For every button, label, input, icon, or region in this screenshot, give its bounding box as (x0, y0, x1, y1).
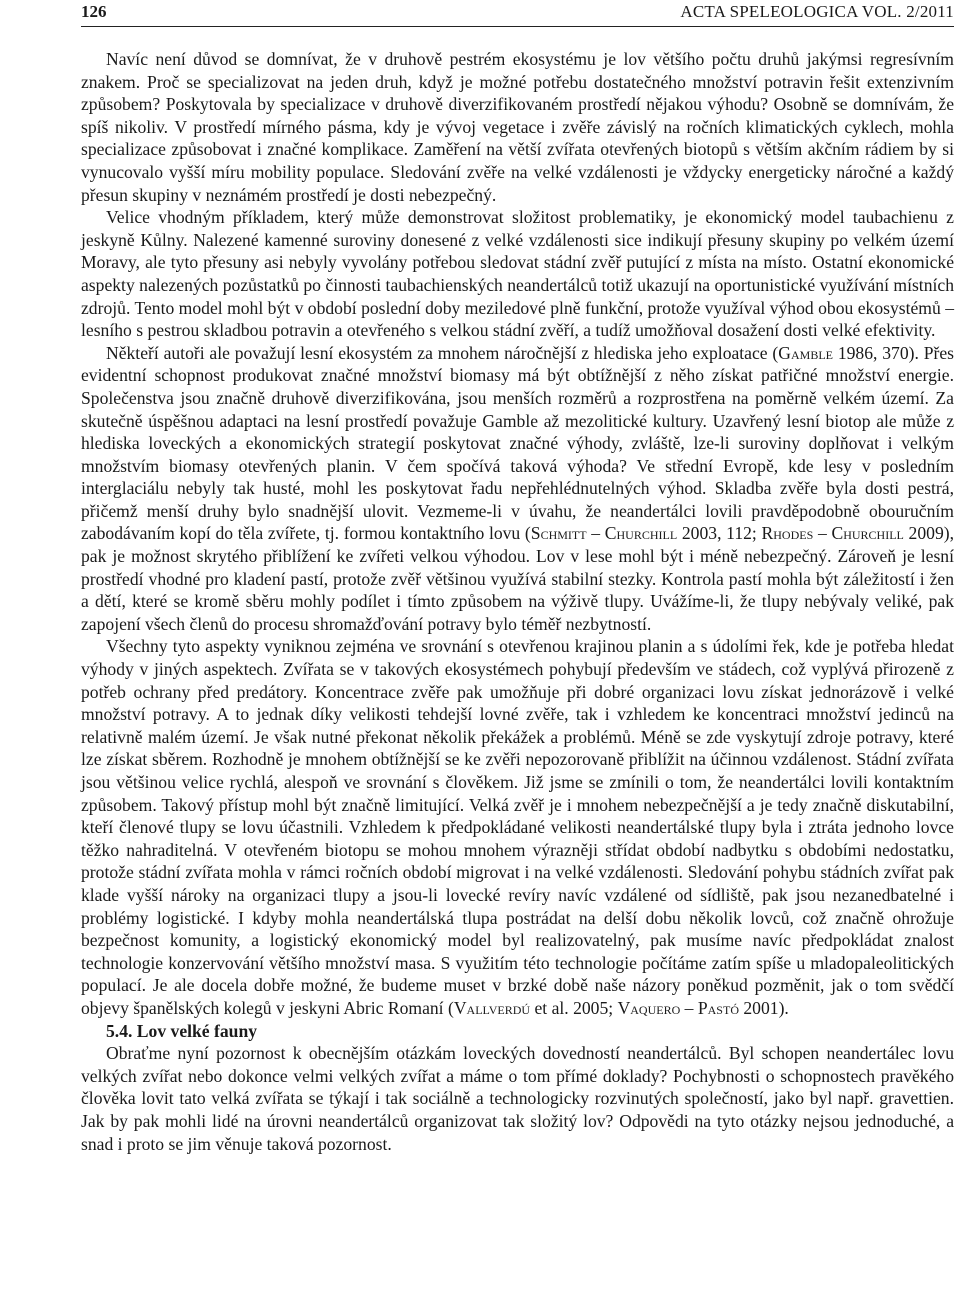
citation-schmitt-churchill: Schmitt – Churchill (530, 523, 678, 544)
running-header (81, 0, 954, 27)
citation-vallverdu: Vallverdú (453, 997, 531, 1018)
paragraph-3 (81, 342, 954, 636)
citation-vaquero-pasto: Vaquero – Pastó (617, 997, 739, 1018)
article-body (81, 48, 954, 1155)
paragraph-4-text-a: Všechny tyto aspekty vyniknou zejména ve srovnání s otevřenou krajinou planin a s údolími řek, kde je potřeba hledat výhody v jiných aspektech. Zvířata se v takových ekosystémech pohybují především ve stádech, což vyplývá přirozeně z potřeb ochrany před predátory. Koncentrace zvěře pak umožňuje při dobré organizaci lovu získat jednorázově i velké množství potravy. A to jednak díky velikosti tehdejší lovné zvěře, tak i vzhledem ke koncentraci množství jedinců na relativně malém území. Je však nutné překonat několik překážek a problémů. Méně se zde vyskytují zdroje potravy, které lze získat sběrem. Rozhodně je mnohem obtížnější se ke zvěři nepozorovaně přiblížit na účinnou vzdálenost. Stádní zvířata jsou většinou velice rychlá, alespoň ve srovnání s člověkem. Již jsme se zmínili o tom, že neandertálci lovili kontaktním způsobem. Takový přístup mohl být značně limitující. Velká zvěř je i mnohem nebezpečnější a je tedy značně diskutabilní, kteří členové tlupy se lovu účastnili. Vzhledem k předpokládané velikosti neandertálské tlupy byla i ztráta jednoho lovce těžko nahraditelná. V otevřeném biotopu se mohou mnohem výrazněji střídat období nadbytku s obdobími nedostatku, protože stádní zvířata mohla v rámci ročních období migrovat i na velké vzdálenosti. Sledování pohybu stádních zvířat pak klade vyšší nároky na organizaci tlupy a jsou-li lovecké revíry navíc vzdálené od sídliště, pak jsou nezanedbatelné i problémy logistické. I kdyby mohla neandertálská tlupa postrádat na delší dobu několik lovců, což značně ohrožuje bezpečnost komunity, a logistický ekonomický model byl realizovatelný, pak musíme navíc předpokládat znalost technologie konzervování většího množství masa. S využitím této technologie počítáme zatím spíše u mladopaleolitických populací. Je ale docela dobře možné, že budeme muset v brzké době naše názory poněkud pozměnit, jak o tom svědčí objevy španělských kolegů v jeskyni Abric Romaní ( (81, 636, 954, 1018)
paragraph-3-text-c: 2003, 112; (677, 523, 762, 544)
page-number: 126 (81, 2, 107, 21)
paragraph-3-text-a: Někteří autoři ale považují lesní ekosystém za mnohem náročnější z hlediska jeho exploatace ( (106, 342, 779, 363)
paragraph-4 (81, 635, 954, 1019)
journal-title: ACTA SPELEOLOGICA VOL. 2/2011 (680, 2, 954, 21)
paragraph-1: Navíc není důvod se domnívat, že v druhově pestrém ekosystému je lov většího počtu druhů jakýmsi regresívním znakem. Proč se specializovat na jeden druh, když je možné potřebu dostatečného množství potravin řešit extenzivním způsobem? Poskytovala by specializace v druhově diverzifikovaném prostředí nějakou výhodu? Osobně se domnívám, že spíš nikoliv. V prostředí mírného pásma, kdy je vývoj vegetace i zvěře závislý na ročních klimatických cyklech, mohla specializace způsobovat i značné komplikace. Zaměření na větší zvířata otevřených biotopů s větším akčním rádiem by si vynucovalo vyšší míru mobility populace. Sledování zvěře na velké vzdálenosti je vždycky energeticky náročné a každý přesun skupiny v neznámém prostředí je dosti nebezpečný. (81, 49, 954, 205)
citation-gamble: Gamble (778, 342, 834, 363)
paragraph-3-text-b: 1986, 370). Přes evidentní schopnost produkovat značné množství biomasy má být obtížnější z něho získat patřičné množství energie. Společenstva jsou značně druhově diverzifikována, jsou menších rozměrů a rozprostřena na poměrně velkém území. Za skutečně úspěšnou adaptaci na lesní prostředí považuje Gamble až mezolitické kultury. Uzavřený lesní biotop ale může z hlediska loveckých a ekonomických strategií poskytovat značné výhody, zvláště, lze-li suroviny doplňovat i velkým množstvím biomasy otevřených planin. V čem spočívá taková výhoda? Ve střední Evropě, kde lesy v posledním interglaciálu nebyly tak husté, mohl les poskytovat řadu nepřehlédnutelných výhod. Skladba zvěře byla dosti pestrá, přičemž menší druhy bylo snadnější ulovit. Vezmeme-li v úvahu, že neandertálci lovili pravděpodobně obouručním zabodávaním kopí do těla zvířete, tj. formou kontaktního lovu ( (81, 342, 954, 544)
paragraph-4-text-b: et al. 2005; (530, 997, 618, 1018)
section-heading: 5.4. Lov velké fauny (106, 1020, 258, 1041)
citation-rhodes-churchill: Rhodes – Churchill (761, 523, 904, 544)
paragraph-4-text-c: 2001). (738, 997, 789, 1018)
section-paragraph: Obraťme nyní pozornost k obecnějším otázkám loveckých dovedností neandertálců. Byl schopen neandertálec lovu velkých zvířat nebo dokonce velmi velkých zvířat a máme o tom přímé doklady? Pochybnosti o schopnostech pravěkého člověka lovit tato velká zvířata se týkají i tak sociálně a technologicky rozvinutých společností, jako byl např. gravettien. Jak by pak mohli lidé na úrovni neandertálců organizovat tak složitý lov? Odpovědi na tyto otázky nejsou jednoduché, a snad i proto se jim věnuje taková pozornost. (81, 1043, 954, 1154)
paragraph-2: Velice vhodným příkladem, který může demonstrovat složitost problematiky, je ekonomický model taubachienu z jeskyně Kůlny. Nalezené kamenné suroviny donesené z velké vzdálenosti sice indikují přesuny skupiny po velkém území Moravy, ale tyto přesuny asi nebyly vyvolány potřebou sledovat stádní zvěř putující z místa na místo. Ostatní ekonomické aspekty nalezených pozůstatků po činnosti taubachienských neandertálců totiž ukazují na oportunistické využívání místních zdrojů. Tento model mohl být v období poslední doby meziledové plně funkční, protože využíval výhod obou ekosystémů – lesního s pestrou skladbou potravin a otevřeného s velkou stádní zvěří, a tudíž umožňoval dosažení dosti velké efektivity. (81, 207, 954, 341)
paragraph-3-text-d: 2009), pak je možnost skrytého přiblížení ke zvířeti velkou výhodou. Lov v lese mohl být i méně nebezpečný. Zároveň je lesní prostředí vhodné pro kladení pastí, protože zvěř většinou využívá stabilní stezky. Kontrola pastí mohla být záležitostí i žen a dětí, které se kromě sběru mohly podílet i tímto způsobem na výživě tlupy. Uvážíme-li, že tlupy nebývaly veliké, pak zapojení všech členů do procesu shromažďování potravy bylo téměř nezbytností. (81, 523, 955, 634)
